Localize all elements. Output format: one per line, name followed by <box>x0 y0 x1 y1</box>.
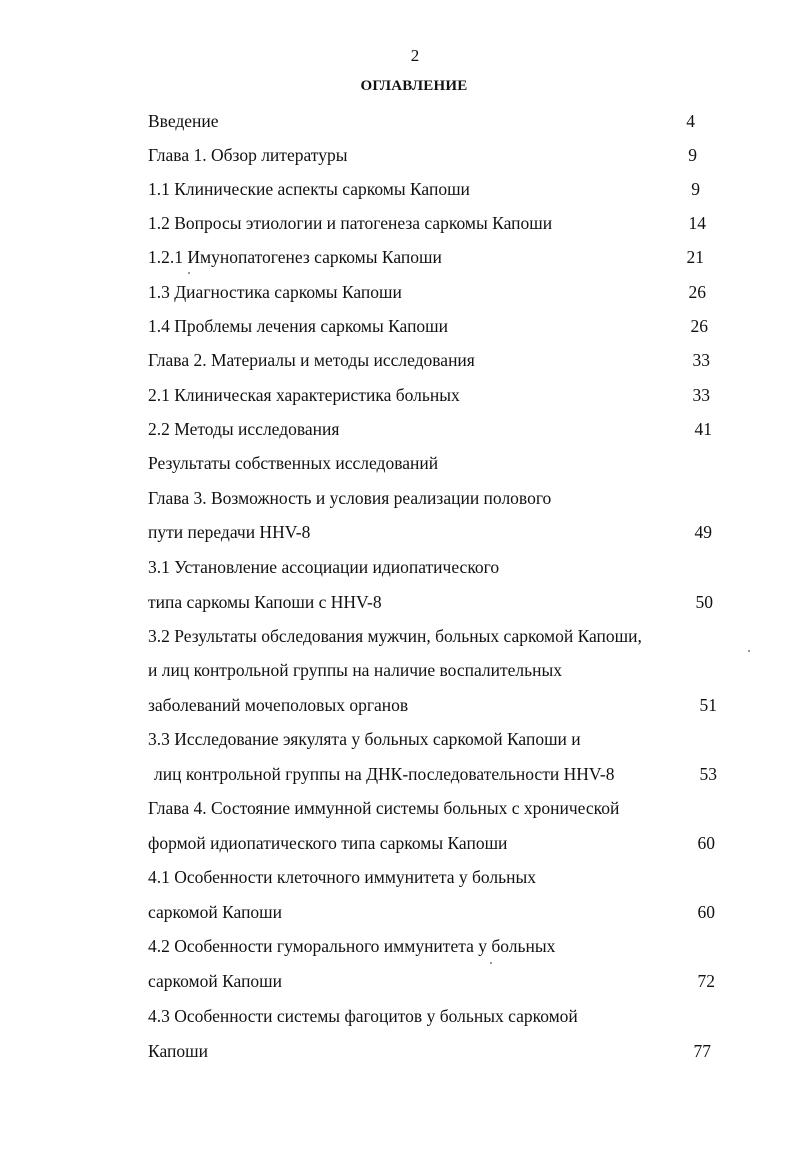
toc-entry-page: 60 <box>697 833 715 853</box>
toc-entry-text: Результаты собственных исследований <box>148 453 439 473</box>
toc-entry-page: 4 <box>686 111 695 131</box>
toc-entry-text: Введение <box>148 111 219 131</box>
toc-entry-text: 3.3 Исследование эякулята у больных саркомой Капоши и <box>148 729 581 749</box>
toc-entry-page: 9 <box>691 179 700 199</box>
toc-entry-page: 14 <box>688 213 706 233</box>
toc-entry-page: 33 <box>692 385 710 405</box>
toc-entry-page: 49 <box>694 522 712 542</box>
toc-entry-text: типа саркомы Капоши с HHV-8 <box>148 592 382 612</box>
toc-entry-text: 1.2 Вопросы этиологии и патогенеза саркомы Капоши <box>148 213 553 233</box>
toc-entry-text: Капоши <box>148 1041 208 1061</box>
toc-entry-text: 4.1 Особенности клеточного иммунитета у больных <box>148 867 536 887</box>
toc-entry-text: 1.3 Диагностика саркомы Капоши <box>148 282 402 302</box>
toc-entry-text: 2.1 Клиническая характеристика больных <box>148 385 460 405</box>
toc-entry-text: 2.2 Методы исследования <box>148 419 340 439</box>
toc-entry-text: саркомой Капоши <box>148 902 283 922</box>
toc-entry-page: 41 <box>694 419 712 439</box>
toc-entry-text: 1.1 Клинические аспекты саркомы Капоши <box>148 179 470 199</box>
scan-speck <box>748 650 750 652</box>
toc-title: ОГЛАВЛЕНИЕ <box>360 78 468 94</box>
toc-entry-text: и лиц контрольной группы на наличие воспалительных <box>148 660 563 680</box>
toc-entry-page: 77 <box>693 1041 711 1061</box>
toc-entry-text: 4.2 Особенности гуморального иммунитета у больных <box>148 936 556 956</box>
scan-speck <box>490 962 492 964</box>
toc-entry-text: лиц контрольной группы на ДНК-последовательности HHV-8 <box>154 764 615 784</box>
toc-entry-text: 3.2 Результаты обследования мужчин, больных саркомой Капоши, <box>148 626 642 646</box>
toc-entry-text: 1.2.1 Имунопатогенез саркомы Капоши <box>148 247 442 267</box>
toc-entry-text: 3.1 Установление ассоциации идиопатического <box>148 557 500 577</box>
toc-entry-text: Глава 3. Возможность и условия реализации полового <box>148 488 552 508</box>
toc-entry-text: 1.4 Проблемы лечения саркомы Капоши <box>148 316 449 336</box>
toc-entry-text: Глава 2. Материалы и методы исследования <box>148 350 475 370</box>
toc-entry-text: формой идиопатического типа саркомы Капоши <box>148 833 508 853</box>
toc-entry-text: Глава 1. Обзор литературы <box>148 145 348 165</box>
toc-entry-page: 21 <box>686 247 704 267</box>
scan-speck <box>188 272 190 274</box>
toc-entry-text: заболеваний мочеполовых органов <box>148 695 409 715</box>
toc-entry-page: 33 <box>692 350 710 370</box>
toc-entry-page: 9 <box>688 145 697 165</box>
toc-entry-page: 53 <box>699 764 717 784</box>
toc-entry-page: 50 <box>695 592 713 612</box>
toc-entry-page: 51 <box>699 695 717 715</box>
page-number: 2 <box>410 46 420 65</box>
toc-entry-page: 26 <box>688 282 706 302</box>
toc-entry-page: 72 <box>697 971 715 991</box>
toc-entry-page: 60 <box>697 902 715 922</box>
toc-entry-page: 26 <box>690 316 708 336</box>
toc-entry-text: Глава 4. Состояние иммунной системы больных с хронической <box>148 798 620 818</box>
toc-entry-text: пути передачи HHV-8 <box>148 522 311 542</box>
toc-entry-text: 4.3 Особенности системы фагоцитов у больных саркомой <box>148 1006 578 1026</box>
toc-entry-text: саркомой Капоши <box>148 971 283 991</box>
